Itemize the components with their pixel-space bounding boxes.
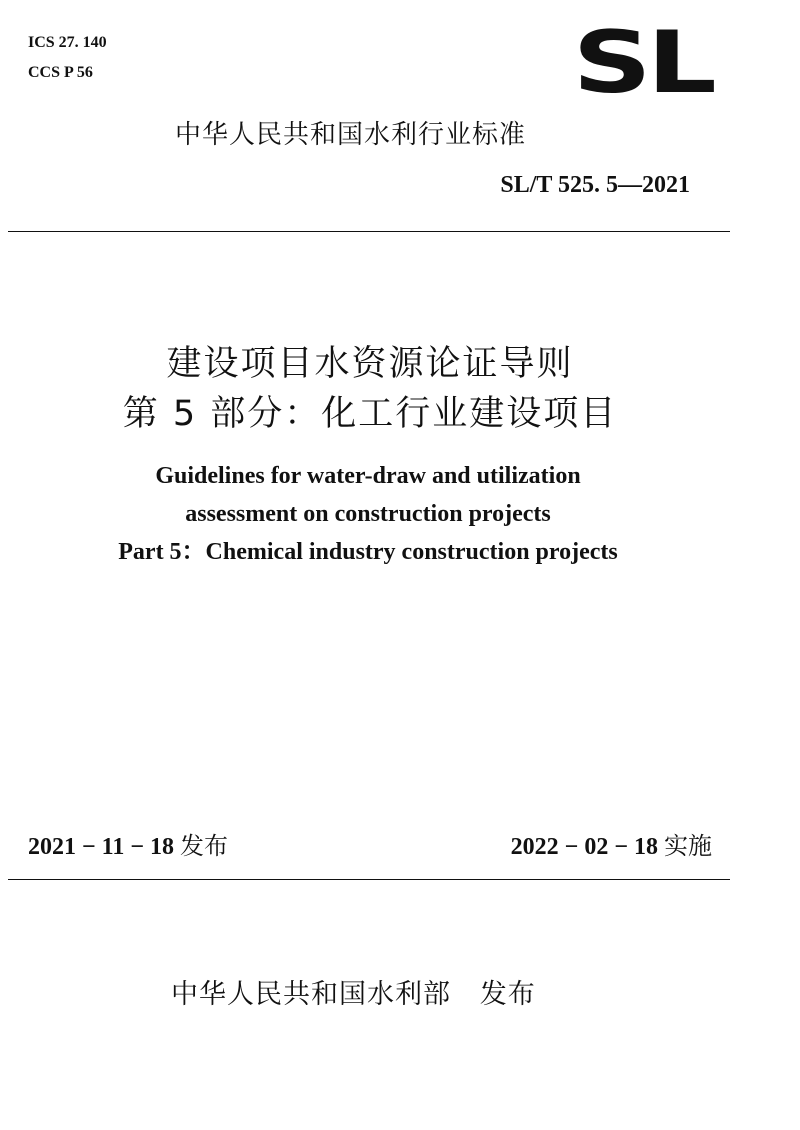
classification-codes <box>28 28 107 88</box>
publisher <box>171 975 536 1015</box>
sl-logo: SL <box>572 13 712 113</box>
bottom-divider <box>8 879 730 880</box>
implementation-label: 实施 <box>664 832 712 860</box>
english-title-line-3: Part 5：Chemical industry construction projects <box>118 539 618 565</box>
implementation-date-value: 2022 − 02 − 18 <box>510 834 658 860</box>
top-divider <box>8 231 730 232</box>
ccs-code: CCS P 56 <box>28 64 93 81</box>
implementation-date <box>511 828 712 865</box>
chinese-title-line-1: 建设项目水资源论证导则 <box>166 344 574 384</box>
standard-category: 中华人民共和国水利行业标准 <box>175 120 527 150</box>
publisher-action: 发布 <box>479 979 536 1010</box>
standard-number: SL/T 525. 5—2021 <box>500 172 690 198</box>
issue-label: 发布 <box>180 832 229 860</box>
issue-date <box>28 828 228 865</box>
english-title-line-1: Guidelines for water-draw and utilization <box>155 463 581 489</box>
issue-date-value: 2021 − 11 − 18 <box>28 834 175 860</box>
english-title-line-2: assessment on construction projects <box>185 501 551 527</box>
ics-code: ICS 27. 140 <box>28 34 107 51</box>
publisher-name: 中华人民共和国水利部 <box>171 979 451 1010</box>
chinese-title-line-2: 第 5 部分：化工行业建设项目 <box>122 394 618 434</box>
